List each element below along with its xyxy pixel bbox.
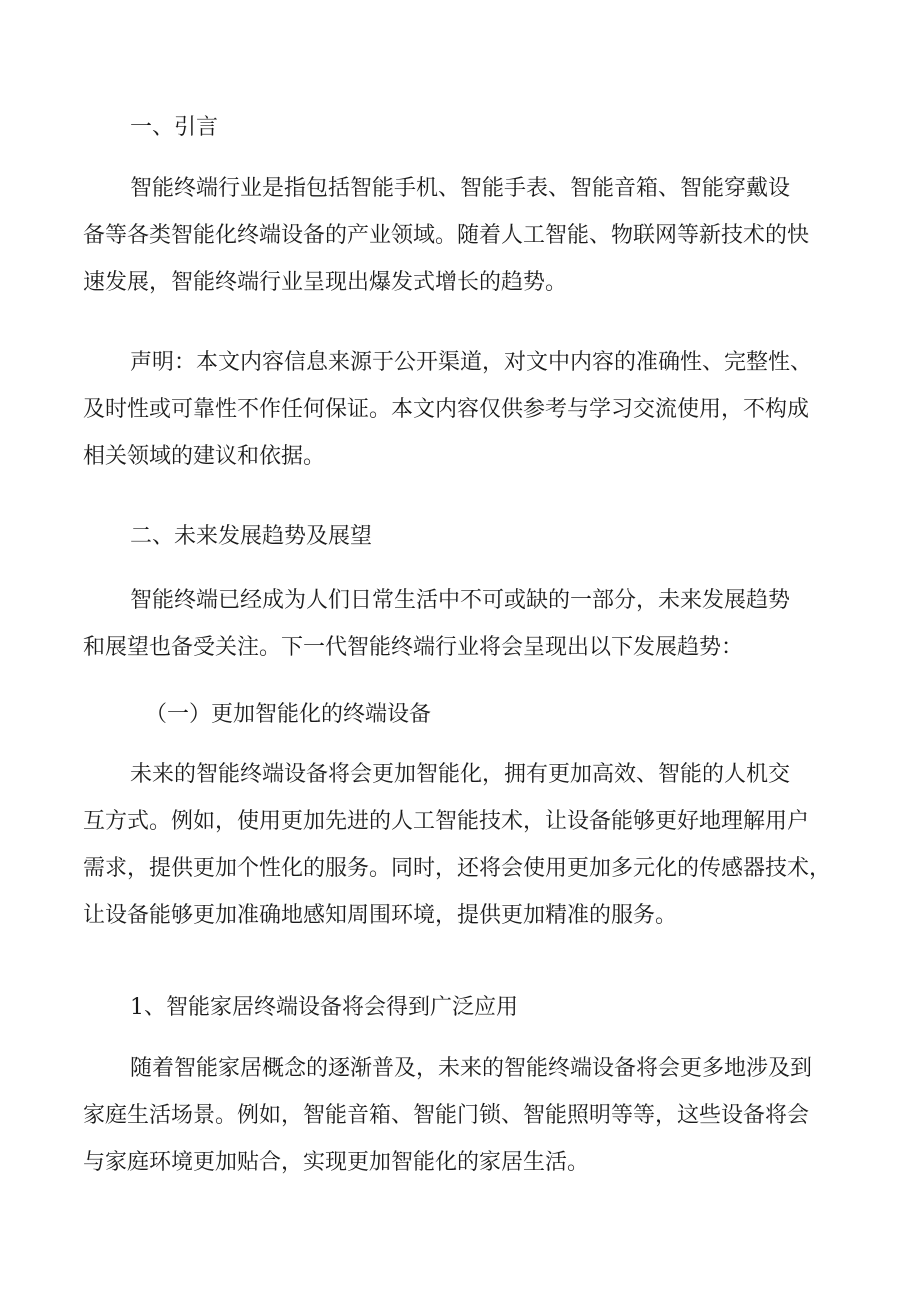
- paragraph-line: 未来的智能终端设备将会更加智能化，拥有更加高效、智能的人机交: [130, 762, 791, 787]
- heading-text: 1、智能家居终端设备将会得到广泛应用: [130, 995, 518, 1020]
- heading-text: （一）更加智能化的终端设备: [145, 702, 432, 727]
- paragraph-line: 互方式。例如，使用更加先进的人工智能技术，让设备能够更好地理解用户: [83, 809, 810, 834]
- heading-text: 二、未来发展趋势及展望: [130, 524, 373, 549]
- paragraph-trends-intro: [83, 577, 790, 671]
- paragraph-line: 和展望也备受关注。下一代智能终端行业将会呈现出以下发展趋势：: [83, 635, 744, 660]
- paragraph-line: 智能终端已经成为人们日常生活中不可或缺的一部分，未来发展趋势: [130, 588, 791, 613]
- heading-text: 一、引言: [130, 115, 219, 140]
- paragraph-line: 家庭生活场景。例如，智能音箱、智能门锁、智能照明等等，这些设备将会: [83, 1103, 810, 1128]
- paragraph-industry-definition: [83, 165, 809, 306]
- paragraph-line: 备等各类智能化终端设备的产业领域。随着人工智能、物联网等新技术的快: [83, 223, 810, 248]
- paragraph-line: 及时性或可靠性不作任何保证。本文内容仅供参考与学习交流使用，不构成: [83, 397, 810, 422]
- paragraph-line: 速发展，智能终端行业呈现出爆发式增长的趋势。: [83, 270, 568, 295]
- paragraph-line: 声明：本文内容信息来源于公开渠道，对文中内容的准确性、完整性、: [130, 350, 813, 375]
- paragraph-smarter-devices: [83, 751, 831, 939]
- section-heading-future-trends: [130, 522, 372, 552]
- item-heading-smart-home: [130, 993, 518, 1023]
- paragraph-line: 需求，提供更加个性化的服务。同时，还将会使用更加多元化的传感器技术，: [83, 856, 832, 881]
- paragraph-smart-home: [83, 1045, 812, 1186]
- paragraph-line: 随着智能家居概念的逐渐普及，未来的智能终端设备将会更多地涉及到: [130, 1056, 813, 1081]
- paragraph-line: 相关领域的建议和依据。: [83, 444, 326, 469]
- paragraph-disclaimer: [83, 339, 812, 480]
- paragraph-line: 与家庭环境更加贴合，实现更加智能化的家居生活。: [83, 1150, 590, 1175]
- paragraph-line: 让设备能够更加准确地感知周围环境，提供更加精准的服务。: [83, 903, 678, 928]
- section-heading-introduction: [130, 113, 218, 143]
- subsection-heading-smarter-devices: [145, 700, 431, 730]
- paragraph-line: 智能终端行业是指包括智能手机、智能手表、智能音箱、智能穿戴设: [130, 176, 791, 201]
